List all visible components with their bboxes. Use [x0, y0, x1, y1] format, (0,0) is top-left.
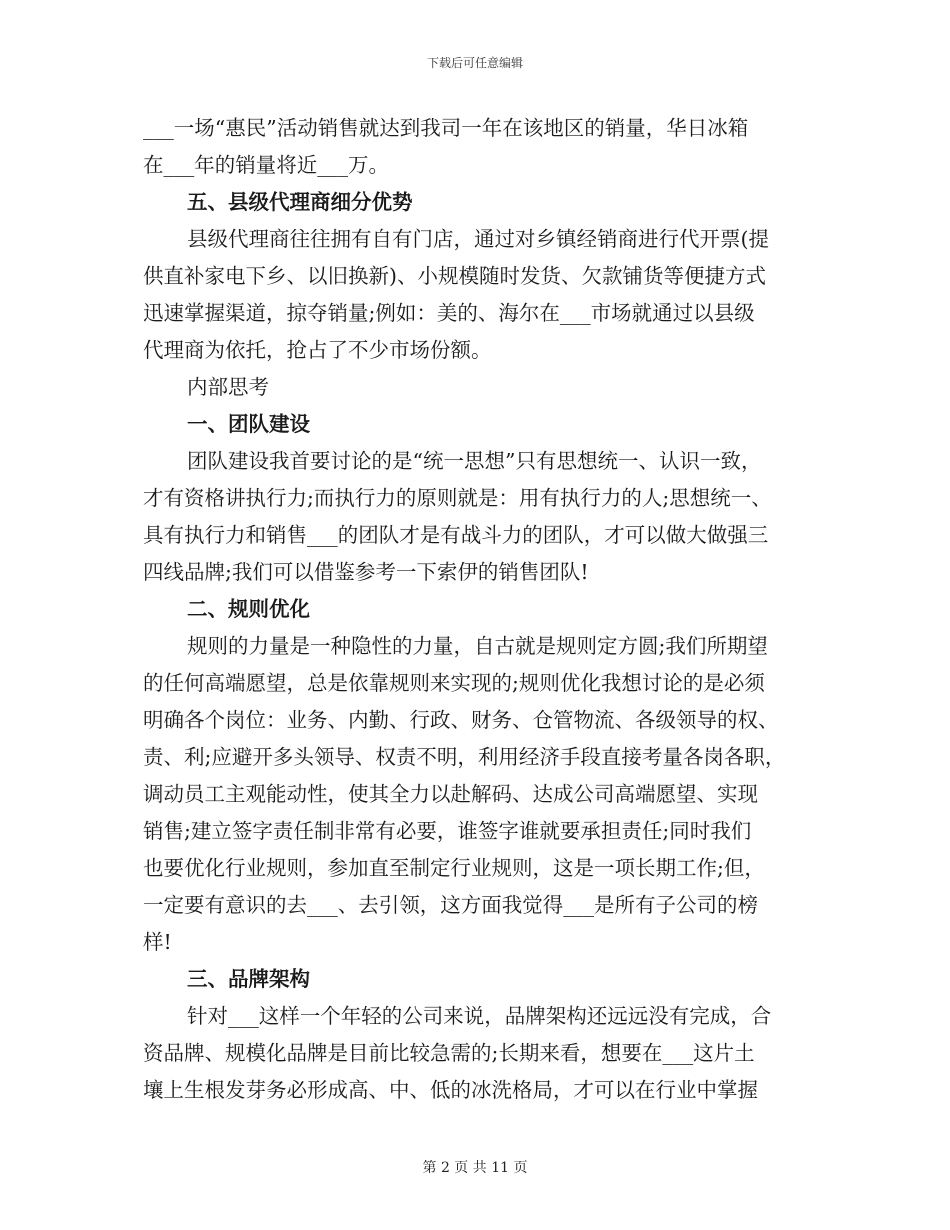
section-heading: 五、县级代理商细分优势	[187, 190, 413, 214]
paragraph-line: 样!	[143, 930, 172, 954]
section-heading: 一、团队建设	[187, 412, 310, 436]
page-header-note: 下载后可任意编辑	[426, 56, 523, 70]
paragraph-line: 针对___这样一个年轻的公司来说，品牌架构还远远没有完成，合	[187, 1004, 772, 1028]
paragraph-line: ___一场“惠民”活动销售就达到我司一年在该地区的销量，华日冰箱	[143, 116, 749, 140]
paragraph-line: 供直补家电下乡、以旧换新)、小规模随时发货、欠款铺货等便捷方式	[143, 264, 766, 288]
paragraph-line: 在___年的销量将近___万。	[143, 153, 389, 177]
paragraph-line: 才有资格讲执行力;而执行力的原则就是：用有执行力的人;思想统一、	[143, 486, 772, 510]
section-heading: 二、规则优化	[187, 597, 310, 621]
paragraph-line: 调动员工主观能动性，使其全力以赴解码、达成公司高端愿望、实现	[143, 782, 758, 806]
paragraph-line: 县级代理商往往拥有自有门店，通过对乡镇经销商进行代开票(提	[187, 227, 769, 251]
paragraph-line: 迅速掌握渠道，掠夺销量;例如：美的、海尔在___市场就通过以县级	[143, 301, 755, 325]
paragraph-line: 团队建设我首要讨论的是“统一思想”只有思想统一、认识一致，	[187, 449, 762, 473]
paragraph-line: 销售;建立签字责任制非常有必要，谁签字谁就要承担责任;同时我们	[143, 819, 752, 843]
paragraph-line: 代理商为依托，抢占了不少市场份额。	[143, 338, 492, 362]
paragraph-line: 责、利;应避开多头领导、权责不明，利用经济手段直接考量各岗各职，	[143, 745, 786, 769]
paragraph-line: 内部思考	[187, 375, 269, 399]
paragraph-line: 一定要有意识的去___、去引领，这方面我觉得___是所有子公司的榜	[143, 893, 758, 917]
paragraph-line: 的任何高端愿望，总是依靠规则来实现的;规则优化我想讨论的是必须	[143, 671, 765, 695]
paragraph-line: 具有执行力和销售___的团队才是有战斗力的团队，才可以做大做强三	[143, 523, 769, 547]
paragraph-line: 四线品牌;我们可以借鉴参考一下索伊的销售团队!	[143, 560, 589, 584]
section-heading: 三、品牌架构	[187, 967, 310, 991]
paragraph-line: 也要优化行业规则，参加直至制定行业规则，这是一项长期工作;但，	[143, 856, 765, 880]
paragraph-line: 资品牌、规模化品牌是目前比较急需的;长期来看，想要在___这片土	[143, 1041, 755, 1065]
paragraph-line: 规则的力量是一种隐性的力量，自古就是规则定方圆;我们所期望	[187, 634, 768, 658]
page-footer: 第 2 页 共 11 页	[422, 1160, 528, 1176]
paragraph-line: 壤上生根发芽务必形成高、中、低的冰洗格局，才可以在行业中掌握	[143, 1078, 758, 1102]
document-body	[143, 110, 813, 1109]
paragraph-line: 明确各个岗位：业务、内勤、行政、财务、仓管物流、各级领导的权、	[143, 708, 779, 732]
